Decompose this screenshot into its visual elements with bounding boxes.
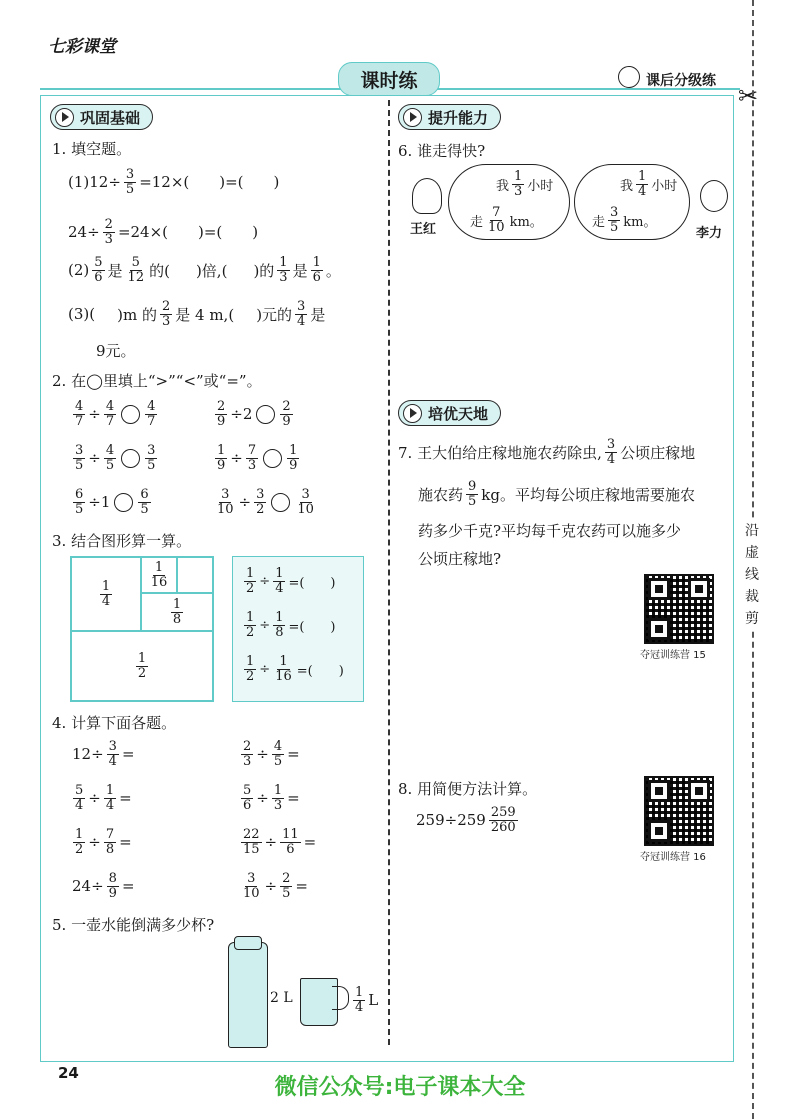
wang-distance: 走 $\frac{7}{10}$ km。	[470, 205, 543, 235]
header-right-label: 课后分级练	[646, 73, 716, 89]
q2-row3-left: $\frac{6}{5}$ ÷1 $\frac{6}{5}$	[75, 487, 149, 517]
fraction: $\frac{1}{6}$	[312, 255, 321, 285]
q4-title: 4. 计算下面各题。	[52, 714, 177, 732]
wang-name: 王红	[410, 222, 437, 237]
fraction: $\frac{3}{5}$	[125, 167, 135, 197]
answer-circle[interactable]	[263, 449, 282, 468]
cut-instruction: 沿 虚 线 裁 剪	[742, 520, 762, 630]
qr-caption-2: 夺冠训练营 16	[640, 852, 706, 863]
girl-icon	[412, 178, 442, 214]
q1-part1a: (1)12÷ $\frac{3}{5}$ =12×( )=( )	[68, 167, 280, 197]
fraction: $\frac{1}{3}$	[279, 255, 288, 285]
thermos-bottle	[228, 942, 268, 1048]
q4-item6: $\frac{22}{15}$ ÷ $\frac{11}{6}$ =	[243, 827, 317, 857]
answer-circle[interactable]	[114, 493, 133, 512]
brand-logo: 七彩课堂	[48, 37, 116, 57]
play-icon	[55, 108, 74, 127]
scissors-icon: ✂	[738, 82, 759, 110]
q2-row2-left: $\frac{3}{5}$ ÷ $\frac{4}{5}$ $\frac{3}{5}$	[75, 443, 156, 473]
li-time: 我 $\frac{1}{4}$ 小时	[620, 169, 678, 199]
fraction: $\frac{2}{3}$	[161, 299, 171, 329]
q7-line2: 施农药 $\frac{9}{5}$ kg。平均每公顷庄稼地需要施农	[418, 479, 695, 509]
footer-banner: 微信公众号:电子课本大全	[274, 1075, 526, 1100]
play-icon	[403, 404, 422, 423]
q3-eq1: $\frac{1}{2}$ ÷ $\frac{1}{4}$ =( )	[246, 566, 336, 596]
q2-row3-right: $\frac{3}{10}$ ÷ $\frac{3}{2}$ $\frac{3}{10}$	[217, 487, 314, 517]
q2-row1-left: $\frac{4}{7}$ ÷ $\frac{4}{7}$ $\frac{4}{7}$	[75, 399, 156, 429]
q7-line3: 药多少千克?平均每千克农药可以施多少	[418, 522, 682, 540]
fraction: $\frac{2}{3}$	[104, 217, 113, 247]
q4-item4: $\frac{5}{6}$ ÷ $\frac{1}{3}$ =	[243, 783, 300, 813]
q8-expression: 259÷259 $\frac{259}{260}$	[416, 805, 516, 835]
q4-item1: 12÷ $\frac{3}{4}$ =	[72, 739, 135, 769]
clock-icon	[618, 66, 640, 88]
section-basic: 巩固基础	[50, 104, 153, 130]
fraction: $\frac{5}{12}$	[127, 255, 145, 285]
play-icon	[403, 108, 422, 127]
q3-eq3: $\frac{1}{2}$ ÷ $\frac{1}{16}$ =( )	[246, 654, 344, 684]
page-number: 24	[58, 1064, 79, 1082]
cell-sixteenth: $\frac{1}{16}$	[141, 557, 177, 593]
q4-item5: $\frac{1}{2}$ ÷ $\frac{7}{8}$ =	[75, 827, 132, 857]
q1-part1b: 24÷ $\frac{2}{3}$ =24×( )=( )	[68, 217, 259, 247]
qr-code-2[interactable]	[644, 776, 714, 846]
q3-equations	[232, 556, 364, 702]
q4-item2: $\frac{2}{3}$ ÷ $\frac{4}{5}$ =	[243, 739, 300, 769]
column-divider	[388, 100, 390, 1045]
section-improve: 提升能力	[398, 104, 501, 130]
fraction: $\frac{5}{6}$	[94, 255, 103, 285]
q7-line4: 公顷庄稼地?	[418, 550, 502, 568]
q3-figure	[70, 556, 214, 702]
cell-sixteenth-b	[177, 557, 213, 593]
q2-title: 2. 在◯里填上“>”“<”或“=”。	[52, 372, 262, 390]
cell-half: $\frac{1}{2}$	[71, 631, 213, 701]
answer-circle[interactable]	[121, 405, 140, 424]
cup-handle	[332, 986, 349, 1010]
thermos-cap	[234, 936, 262, 950]
cell-eighth: $\frac{1}{8}$	[141, 593, 213, 631]
q4-item8: $\frac{3}{10}$ ÷ $\frac{2}{5}$ =	[243, 871, 308, 901]
q4-item3: $\frac{5}{4}$ ÷ $\frac{1}{4}$ =	[75, 783, 132, 813]
q7-line1: 7. 王大伯给庄稼地施农药除虫, $\frac{3}{4}$ 公顷庄稼地	[398, 437, 696, 467]
q2-row1-right: $\frac{2}{9}$ ÷2 $\frac{2}{9}$	[217, 399, 291, 429]
q1-part3: (3)( )m 的 $\frac{2}{3}$ 是 4 m,( )元的 $\frac{3}{4}$ 是	[68, 299, 326, 329]
q1-part3b: 9元。	[96, 342, 136, 360]
q8-title: 8. 用简便方法计算。	[398, 780, 538, 798]
cup-label: $\frac{1}{4}$ L	[355, 985, 379, 1015]
answer-circle[interactable]	[121, 449, 140, 468]
page-title: 课时练	[338, 62, 440, 96]
section-advance: 培优天地	[398, 400, 501, 426]
boy-icon	[700, 180, 728, 212]
answer-circle[interactable]	[271, 493, 290, 512]
q3-eq2: $\frac{1}{2}$ ÷ $\frac{1}{8}$ =( )	[246, 610, 336, 640]
li-name: 李力	[696, 226, 723, 241]
bottle-label: 2 L	[270, 990, 293, 1006]
q5-title: 5. 一壶水能倒满多少杯?	[52, 916, 215, 934]
answer-circle[interactable]	[256, 405, 275, 424]
q1-title: 1. 填空题。	[52, 140, 132, 158]
fraction: $\frac{3}{4}$	[297, 299, 306, 329]
wang-time: 我 $\frac{1}{3}$ 小时	[496, 169, 554, 199]
qr-code-1[interactable]	[644, 574, 714, 644]
qr-caption-1: 夺冠训练营 15	[640, 650, 706, 661]
q2-row2-right: $\frac{1}{9}$ ÷ $\frac{7}{3}$ $\frac{1}{9}$	[217, 443, 298, 473]
q6-title: 6. 谁走得快?	[398, 142, 486, 160]
q4-item7: 24÷ $\frac{8}{9}$ =	[72, 871, 135, 901]
cell-quarter: $\frac{1}{4}$	[71, 557, 141, 631]
q1-part2: (2) $\frac{5}{6}$ 是 $\frac{5}{12}$ 的( )倍,( )的 $\frac{1}{3}$ 是 $\frac{1}{6}$ 。	[68, 255, 341, 285]
li-distance: 走 $\frac{3}{5}$ km。	[592, 205, 657, 235]
q3-title: 3. 结合图形算一算。	[52, 532, 192, 550]
